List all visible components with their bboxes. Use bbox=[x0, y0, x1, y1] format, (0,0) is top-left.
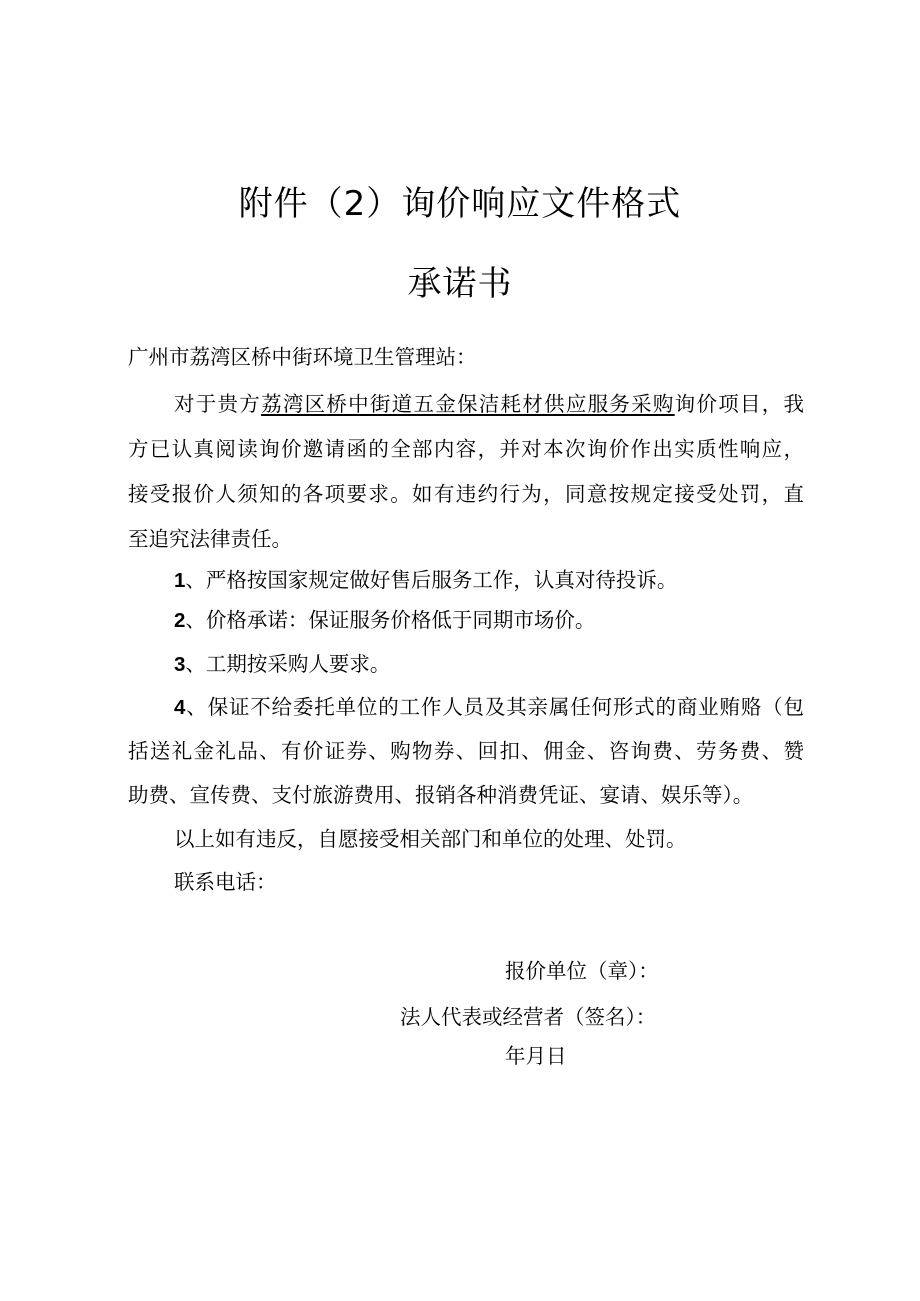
commitment-item-2 bbox=[174, 606, 595, 635]
item-number: 3 bbox=[174, 653, 186, 676]
item-text: 、严格按国家规定做好售后服务工作，认真对待投诉。 bbox=[185, 568, 678, 592]
signature-date: 年月日 bbox=[505, 1044, 567, 1068]
intro-line-3: 接受报价人须知的各项要求。如有违约行为，同意按规定接受处罚，直 bbox=[128, 482, 804, 506]
item-text: 、价格承诺：保证服务价格低于同期市场价。 bbox=[185, 608, 596, 632]
commitment-item-3 bbox=[174, 650, 390, 679]
contact-phone-label: 联系电话： bbox=[174, 870, 277, 894]
item-text: 、工期按采购人要求。 bbox=[185, 652, 391, 676]
item-number: 2 bbox=[174, 609, 186, 632]
intro-line-1 bbox=[174, 390, 804, 418]
document-subtitle: 承诺书 bbox=[407, 264, 513, 304]
item-text: 、保证不给委托单位的工作人员及其亲属任何形式的商业贿赂（包 bbox=[185, 695, 804, 719]
intro-prefix: 对于贵方 bbox=[174, 392, 262, 416]
document-title: 附件（2）询价响应文件格式 bbox=[238, 184, 682, 224]
intro-line-2: 方已认真阅读询价邀请函的全部内容，并对本次询价作出实质性响应， bbox=[128, 437, 804, 461]
commitment-item-1 bbox=[174, 566, 677, 595]
item-number: 4 bbox=[174, 696, 186, 719]
item-number: 1 bbox=[174, 569, 186, 592]
commitment-item-4-cont-2: 助费、宣传费、支付旅游费用、报销各种消费凭证、宴请、娱乐等）。 bbox=[128, 783, 754, 807]
closing-statement: 以上如有违反，自愿接受相关部门和单位的处理、处罚。 bbox=[174, 827, 687, 851]
intro-suffix: 询价项目，我 bbox=[674, 392, 805, 416]
signature-company: 报价单位（章）： bbox=[505, 959, 659, 983]
commitment-item-4 bbox=[174, 693, 804, 722]
intro-line-4: 至追究法律责任。 bbox=[128, 527, 292, 551]
addressee: 广州市荔湾区桥中街环境卫生管理站： bbox=[128, 345, 477, 369]
project-name: 荔湾区桥中街道五金保洁耗材供应服务采购 bbox=[261, 392, 675, 416]
commitment-item-4-cont-1: 括送礼金礼品、有价证券、购物券、回扣、佣金、咨询费、劳务费、赞 bbox=[128, 739, 804, 763]
signature-representative: 法人代表或经营者（签名）： bbox=[400, 1005, 657, 1029]
